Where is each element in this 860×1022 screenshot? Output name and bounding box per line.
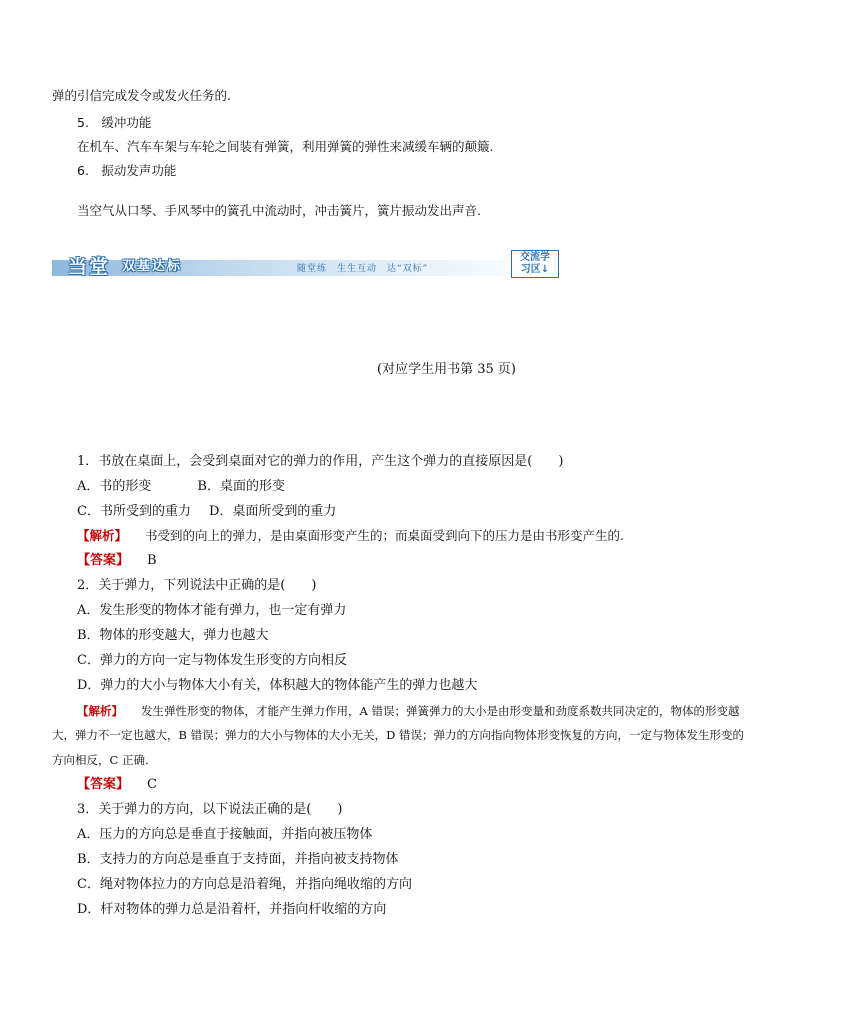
banner-gradient-bar xyxy=(52,260,507,276)
answer-tag: 【答案】 xyxy=(77,777,130,792)
banner-title-small: 双基达标 xyxy=(122,259,183,274)
question-2-option-d: D．弹力的大小与物体大小有关，体积越大的物体能产生的弹力也越大 xyxy=(77,678,478,693)
question-1-option-b: B．桌面的形变 xyxy=(197,479,285,494)
analysis-tag: 【解析】 xyxy=(77,704,123,718)
question-2-stem: 2．关于弹力，下列说法中正确的是( ) xyxy=(77,578,317,593)
question-3-stem: 3．关于弹力的方向，以下说法正确的是( ) xyxy=(77,802,343,817)
analysis-tag: 【解析】 xyxy=(77,528,128,543)
question-1-answer-value: B xyxy=(147,553,157,568)
question-2-option-c: C．弹力的方向一定与物体发生形变的方向相反 xyxy=(77,653,347,668)
section-banner xyxy=(52,250,562,280)
question-1-option-a: A．书的形变 xyxy=(77,479,152,494)
banner-subtitle: 随堂练 生生互动 达“双标” xyxy=(297,264,429,274)
question-2-analysis-line3: 方向相反，C 正确. xyxy=(52,753,149,767)
intro-text-line: 弹的引信完成发令或发火任务的. xyxy=(52,88,231,103)
section-heading-buffer: 5. 缓冲功能 xyxy=(77,115,152,130)
question-2-analysis-text-1: 发生弹性形变的物体，才能产生弹力作用，A 错误；弹簧弹力的大小是由形变量和劲度系数共同决定的，物体的形变越 xyxy=(141,704,740,718)
question-3-option-c: C．绳对物体拉力的方向总是沿着绳，并指向绳收缩的方向 xyxy=(77,877,412,892)
question-2-analysis-line2: 大，弹力不一定也越大，B 错误；弹力的大小与物体的大小无关，D 错误；弹力的方向指向物体形变恢复的方向，一定与物体发生形变的 xyxy=(52,728,744,742)
question-1-answer xyxy=(77,553,157,569)
question-2-analysis-line1 xyxy=(77,703,739,719)
question-1-options-cd xyxy=(77,504,336,520)
question-1-analysis xyxy=(77,528,624,544)
question-3-option-b: B．支持力的方向总是垂直于支持面，并指向被支持物体 xyxy=(77,852,399,867)
question-3-option-a: A．压力的方向总是垂直于接触面，并指向被压物体 xyxy=(77,827,373,842)
exchange-box-line1: 交流学 xyxy=(520,252,550,263)
question-1-analysis-text: 书受到的向上的弹力，是由桌面形变产生的；而桌面受到向下的压力是由书形变产生的. xyxy=(145,528,624,543)
exchange-box-line2: 习区↓ xyxy=(520,264,550,275)
question-2-option-a: A．发生形变的物体才能有弹力，也一定有弹力 xyxy=(77,603,347,618)
question-2-answer xyxy=(77,777,157,793)
question-1-options-ab xyxy=(77,479,285,495)
section-heading-vibration: 6. 振动发声功能 xyxy=(77,163,177,178)
question-2-option-b: B．物体的形变越大，弹力也越大 xyxy=(77,628,269,643)
question-2-answer-value: C xyxy=(147,777,157,792)
question-1-option-d: D．桌面所受到的重力 xyxy=(208,504,337,519)
question-1-option-c: C．书所受到的重力 xyxy=(77,504,191,519)
section-paragraph-buffer: 在机车、汽车车架与车轮之间装有弹簧，利用弹簧的弹性来减缓车辆的颠簸. xyxy=(77,139,494,154)
banner-title-big: 当堂 xyxy=(68,256,111,278)
question-3-option-d: D．杆对物体的弹力总是沿着杆，并指向杆收缩的方向 xyxy=(77,902,387,917)
exchange-area-link[interactable] xyxy=(511,250,559,278)
answer-tag: 【答案】 xyxy=(77,553,130,568)
question-1-stem: 1．书放在桌面上，会受到桌面对它的弹力的作用，产生这个弹力的直接原因是( ) xyxy=(77,454,564,469)
page-reference: (对应学生用书第 35 页) xyxy=(377,362,516,377)
section-paragraph-vibration: 当空气从口琴、手风琴中的簧孔中流动时，冲击簧片，簧片振动发出声音. xyxy=(77,203,481,218)
